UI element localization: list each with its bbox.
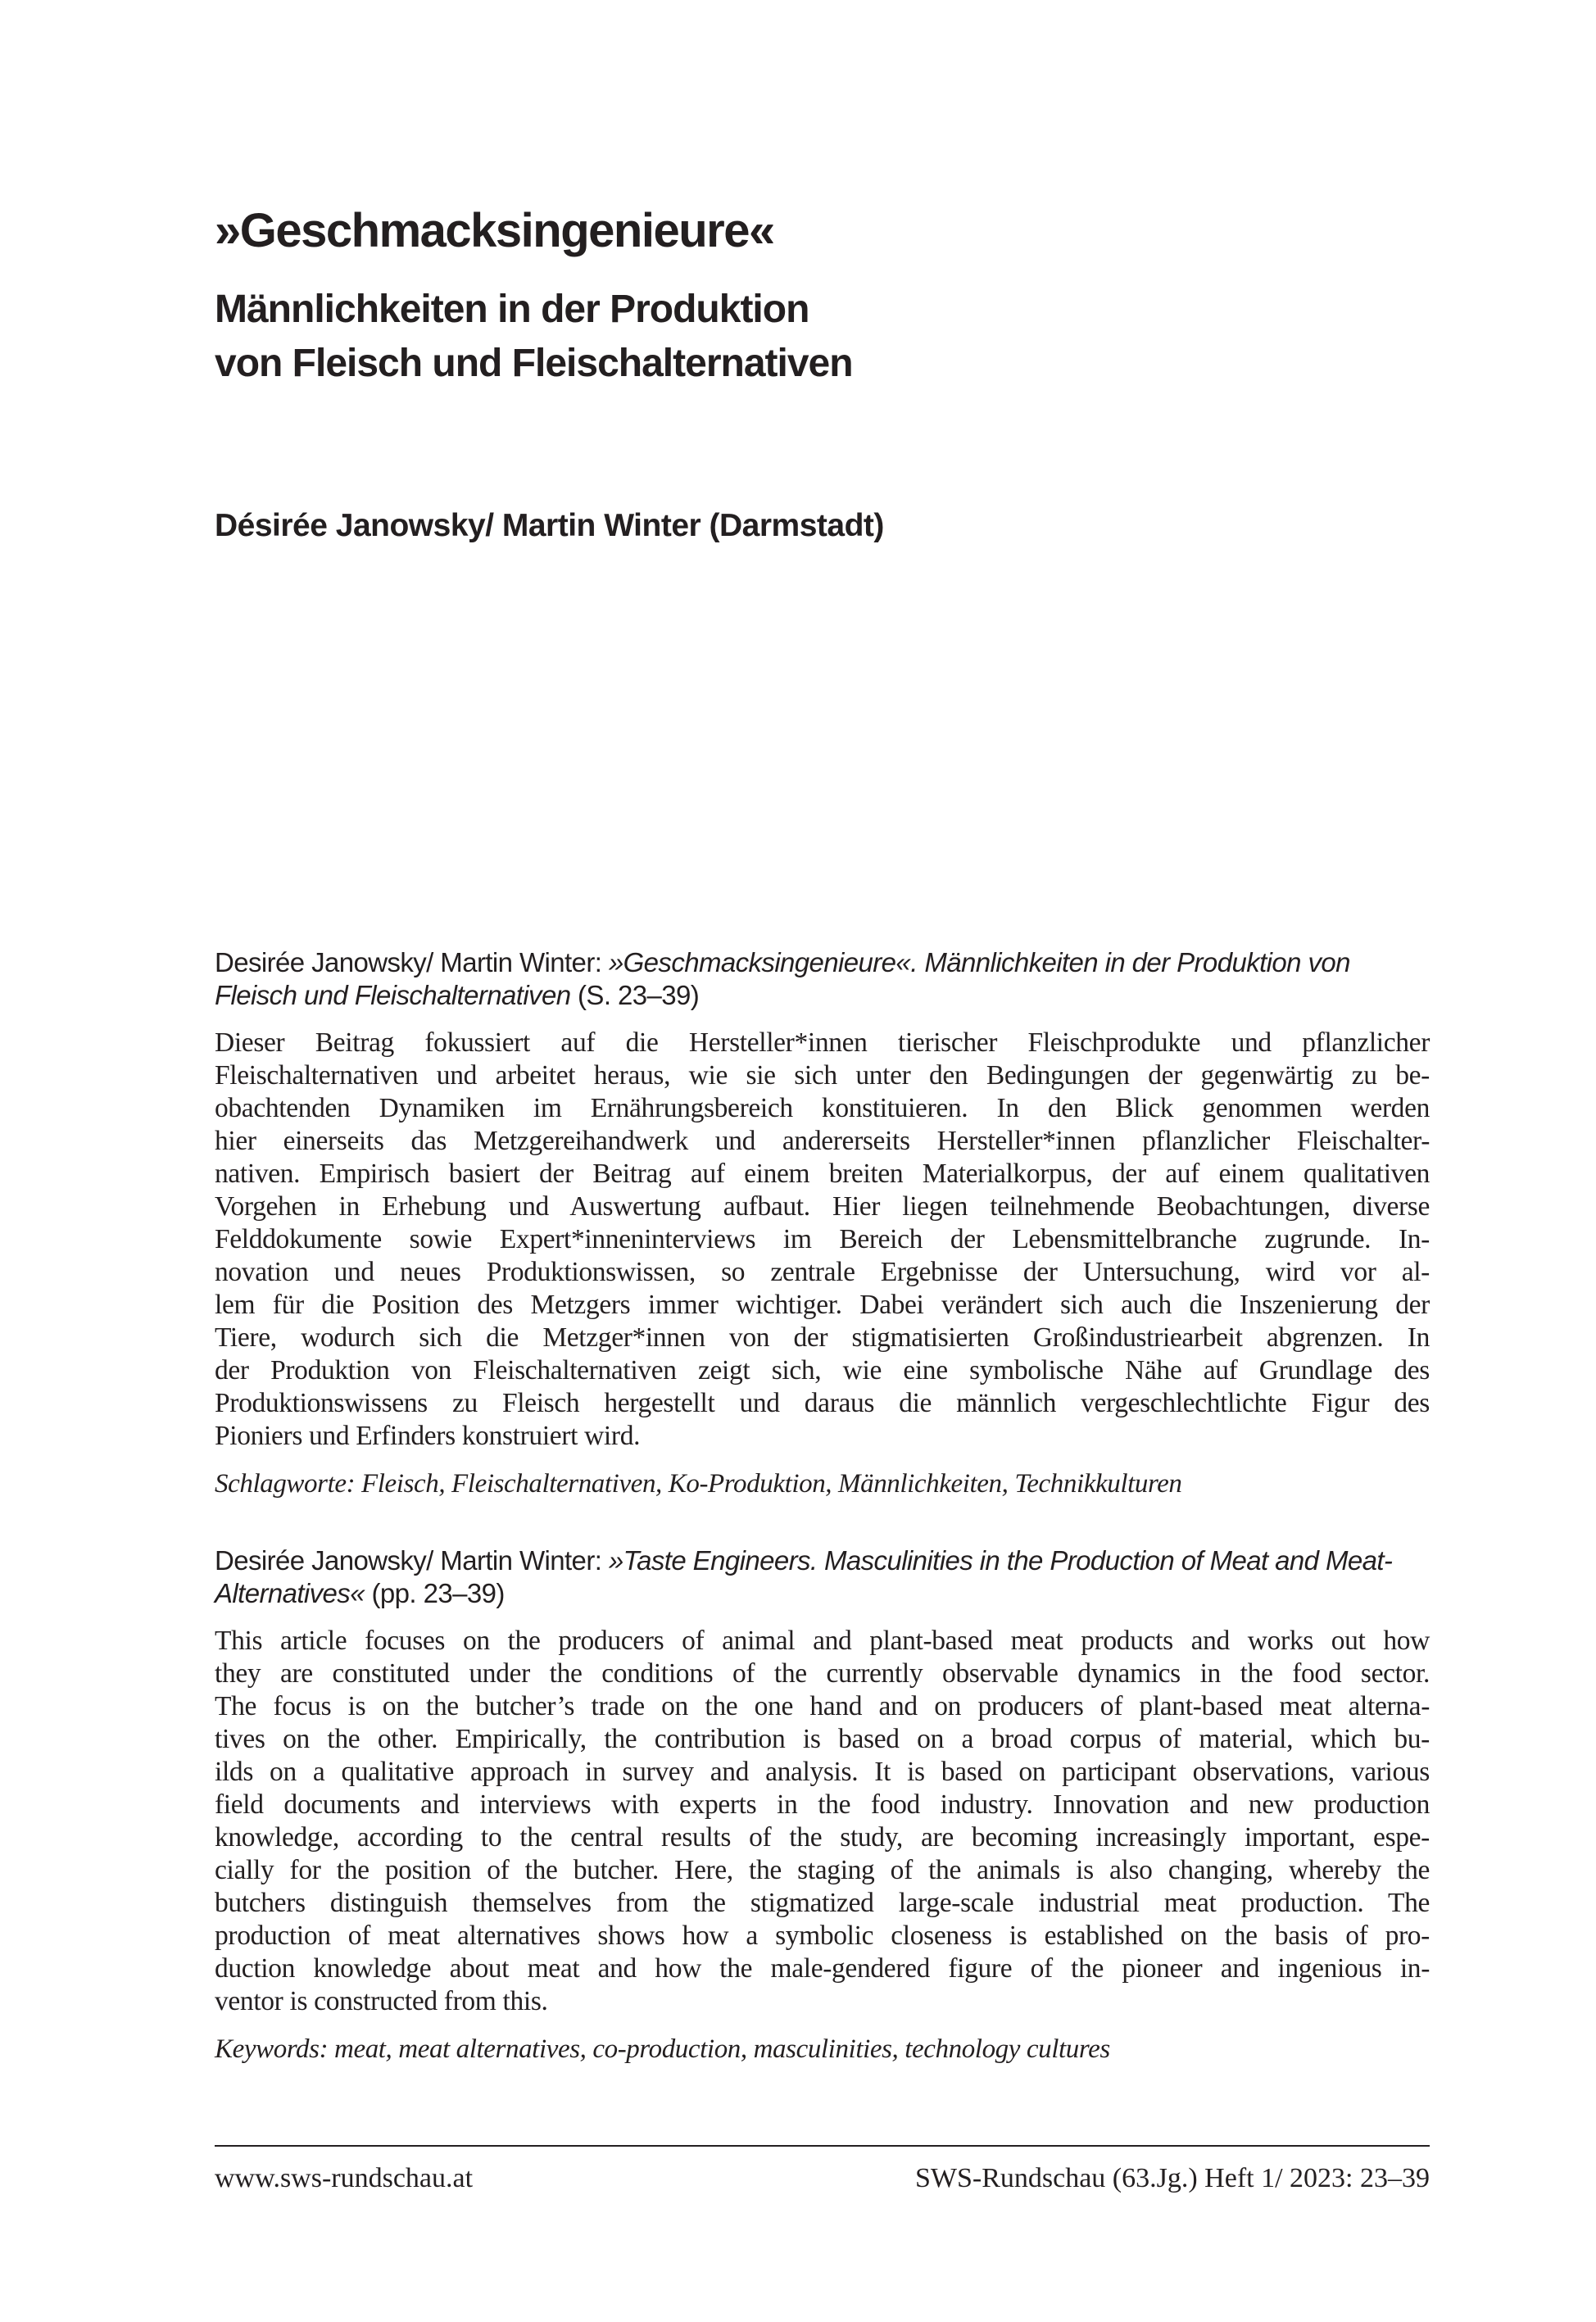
abstract-line: lem für die Position des Metzgers immer wichtiger. Dabei verändert sich auch die Inszenierung der	[215, 1290, 1430, 1320]
citation-authors: Desirée Janowsky/ Martin Winter:	[215, 1545, 609, 1576]
abstract-line: Dieser Beitrag fokussiert auf die Hersteller*innen tierischer Fleischprodukte und pflanzlicher	[215, 1027, 1430, 1058]
abstract-line: novation und neues Produktionswissen, so zentrale Ergebnisse der Untersuchung, wird vor al-	[215, 1257, 1430, 1287]
abstract-line: Produktionswissens zu Fleisch hergestellt und daraus die männlich vergeschlechtlichte Figur des	[215, 1388, 1430, 1418]
german-abstract	[215, 946, 1430, 1500]
page-footer	[215, 2163, 1430, 2194]
citation-pages: (pp. 23–39)	[364, 1578, 505, 1608]
english-abstract	[215, 1544, 1430, 2066]
german-abstract-text	[215, 1027, 1430, 1453]
abstract-line: Vorgehen in Erhebung und Auswertung aufbaut. Hier liegen teilnehmende Beobachtungen, diverse	[215, 1191, 1430, 1222]
abstract-line: tives on the other. Empirically, the contribution is based on a broad corpus of material, which bu-	[215, 1724, 1430, 1754]
abstract-line: The focus is on the butcher’s trade on the one hand and on producers of plant-based meat alterna-	[215, 1691, 1430, 1721]
abstract-line: cially for the position of the butcher. Here, the staging of the animals is also changing, whereby the	[215, 1855, 1430, 1885]
abstract-line: ventor is constructed from this.	[215, 1986, 548, 2016]
citation-title: »Geschmacksingenieure«. Männlichkeiten in der Produktion von Fleisch und Fleischalternativen	[215, 947, 1350, 1010]
abstract-line: Tiere, wodurch sich die Metzger*innen von der stigmatisierten Großindustriearbeit abgrenzen. In	[215, 1322, 1430, 1353]
citation-authors: Desirée Janowsky/ Martin Winter:	[215, 947, 609, 977]
abstract-line: obachtenden Dynamiken im Ernährungsbereich konstituieren. In den Blick genommen werden	[215, 1093, 1430, 1123]
abstract-line: Pioniers und Erfinders konstruiert wird.	[215, 1421, 641, 1451]
abstract-line: they are constituted under the conditions of the currently observable dynamics in the food sector.	[215, 1658, 1430, 1689]
document-page	[215, 0, 1430, 2322]
german-keywords: Schlagworte: Fleisch, Fleischalternativen, Ko-Produktion, Männlichkeiten, Technikkulturen	[215, 1469, 1182, 1499]
article-subtitle	[215, 283, 853, 391]
journal-website-link[interactable]: www.sws-rundschau.at	[215, 2163, 474, 2193]
journal-reference: SWS-Rundschau (63.Jg.) Heft 1/ 2023: 23–39	[914, 2163, 1430, 2193]
subtitle-line: Männlichkeiten in der Produktion	[215, 288, 809, 331]
abstract-line: butchers distinguish themselves from the stigmatized large-scale industrial meat production. The	[215, 1888, 1430, 1918]
english-citation	[215, 1544, 1430, 1610]
citation-pages: (S. 23–39)	[570, 980, 700, 1010]
abstract-line: field documents and interviews with experts in the food industry. Innovation and new production	[215, 1789, 1430, 1820]
subtitle-line: von Fleisch und Fleischalternativen	[215, 342, 853, 385]
english-abstract-text	[215, 1625, 1430, 2018]
abstract-line: knowledge, according to the central results of the study, are becoming increasingly important, espe-	[215, 1822, 1430, 1853]
abstract-line: Fleischalternativen und arbeitet heraus, wie sie sich unter den Bedingungen der gegenwärtig zu be-	[215, 1060, 1430, 1091]
article-title: »Geschmacksingenieure«	[215, 204, 774, 257]
abstract-line: This article focuses on the producers of animal and plant-based meat products and works out how	[215, 1626, 1430, 1656]
abstract-line: hier einerseits das Metzgereihandwerk und andererseits Hersteller*innen pflanzlicher Fleischalter-	[215, 1126, 1430, 1156]
citation-title: »Taste Engineers. Masculinities in the Production of Meat and Meat-Alternatives«	[215, 1545, 1393, 1608]
german-citation	[215, 946, 1430, 1012]
abstract-line: der Produktion von Fleischalternativen zeigt sich, wie eine symbolische Nähe auf Grundlage des	[215, 1355, 1430, 1385]
abstract-line: nativen. Empirisch basiert der Beitrag auf einem breiten Materialkorpus, der auf einem qualitativen	[215, 1159, 1430, 1189]
footer-divider	[215, 2145, 1430, 2147]
english-keywords: Keywords: meat, meat alternatives, co-production, masculinities, technology cultures	[215, 2034, 1110, 2064]
abstract-line: production of meat alternatives shows how a symbolic closeness is established on the basis of pro-	[215, 1921, 1430, 1951]
abstract-line: ilds on a qualitative approach in survey and analysis. It is based on participant observations, various	[215, 1757, 1430, 1787]
abstract-line: duction knowledge about meat and how the male-gendered figure of the pioneer and ingenious in-	[215, 1953, 1430, 1984]
abstract-line: Felddokumente sowie Expert*inneninterviews im Bereich der Lebensmittelbranche zugrunde. In-	[215, 1224, 1430, 1254]
authors-line: Désirée Janowsky/ Martin Winter (Darmstadt)	[215, 508, 884, 543]
